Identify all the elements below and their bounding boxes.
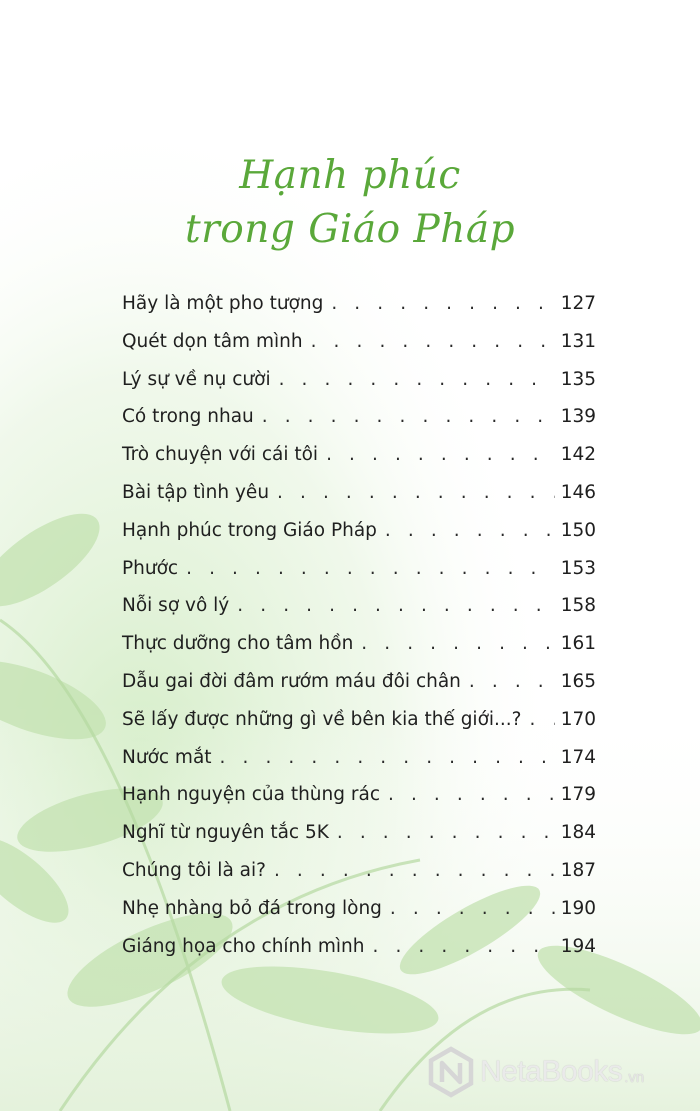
toc-leader-dots (337, 814, 555, 852)
watermark-brand-name: NetaBooks (480, 1055, 623, 1088)
toc-entry-page: 184 (560, 822, 596, 844)
toc-entry-page: 146 (560, 481, 596, 503)
toc-entry-title: Dẫu gai đời đâm rướm máu đôi chân (122, 670, 461, 692)
toc-entry-page: 165 (560, 670, 596, 692)
toc-entry-page: 170 (560, 708, 596, 730)
toc-leader-dots (373, 928, 555, 966)
toc-entry-title: Chúng tôi là ai? (122, 859, 266, 881)
toc-leader-dots (390, 890, 555, 928)
toc-entry-title: Hạnh nguyện của thùng rác (122, 784, 380, 806)
toc-entry[interactable] (122, 436, 596, 474)
toc-entry-page: 135 (560, 368, 596, 390)
toc-entry[interactable] (122, 701, 596, 739)
toc-entry-title: Lý sự về nụ cười (122, 368, 271, 390)
toc-entry-page: 179 (560, 784, 596, 806)
toc-entry[interactable] (122, 323, 596, 361)
toc-entry[interactable] (122, 398, 596, 436)
toc-entry[interactable] (122, 776, 596, 814)
toc-entry-page: 187 (560, 859, 596, 881)
netabooks-watermark (428, 1044, 696, 1100)
toc-leader-dots (388, 776, 555, 814)
toc-entry-title: Nhẹ nhàng bỏ đá trong lòng (122, 897, 382, 919)
toc-entry-page: 127 (560, 293, 596, 314)
toc-entry[interactable] (122, 890, 596, 928)
toc-leader-dots (361, 625, 554, 663)
toc-entry-title: Sẽ lấy được những gì về bên kia thế giới...? (122, 708, 522, 730)
toc-leader-dots (277, 474, 555, 512)
section-title-line-2: trong Giáo Pháp (184, 207, 516, 252)
toc-leader-dots (274, 852, 555, 890)
toc-entry-page: 158 (560, 595, 596, 617)
toc-entry[interactable] (122, 814, 596, 852)
toc-leader-dots (186, 550, 555, 588)
toc-entry-title: Có trong nhau (122, 406, 254, 428)
toc-leader-dots (237, 587, 554, 625)
toc-entry-title: Giáng họa cho chính mình (122, 935, 365, 957)
toc-leader-dots (220, 739, 555, 777)
toc-leader-dots (385, 512, 555, 550)
toc-entry-page: 174 (560, 746, 596, 768)
toc-entry[interactable] (122, 739, 596, 777)
toc-entry-page: 190 (560, 897, 596, 919)
toc-entry-title: Trò chuyện với cái tôi (122, 444, 319, 466)
toc-entry-title: Thực dưỡng cho tâm hồn (122, 633, 354, 655)
table-of-contents (122, 285, 596, 965)
toc-entry[interactable] (122, 852, 596, 890)
toc-entry-title: Nước mắt (122, 746, 212, 768)
toc-entry[interactable] (122, 285, 596, 323)
toc-entry-title: Hạnh phúc trong Giáo Pháp (122, 519, 377, 541)
toc-entry[interactable] (122, 474, 596, 512)
toc-entry[interactable] (122, 928, 596, 966)
toc-entry-title: Nghĩ từ nguyên tắc 5K (122, 822, 329, 844)
netabooks-logo-icon (428, 1046, 474, 1098)
toc-entry-title: Phước (122, 557, 179, 579)
toc-entry[interactable] (122, 512, 596, 550)
toc-leader-dots (262, 398, 555, 436)
toc-leader-dots (311, 323, 555, 361)
toc-entry[interactable] (122, 625, 596, 663)
toc-entry-title: Nỗi sợ vô lý (122, 595, 230, 617)
toc-entry[interactable] (122, 663, 596, 701)
toc-leader-dots (469, 663, 555, 701)
toc-entry-title: Quét dọn tâm mình (122, 330, 303, 352)
toc-entry-page: 194 (560, 935, 596, 957)
toc-leader-dots (326, 436, 555, 474)
toc-entry-title: Bài tập tình yêu (122, 481, 270, 503)
toc-entry-page: 139 (560, 406, 596, 428)
toc-leader-dots (279, 361, 555, 399)
toc-leader-dots (331, 285, 554, 323)
toc-entry-page: 131 (560, 330, 596, 352)
toc-leader-dots (530, 701, 555, 739)
toc-entry-title: Hãy là một pho tượng (122, 293, 324, 314)
section-title-line-1: Hạnh phúc (239, 153, 461, 198)
toc-entry[interactable] (122, 587, 596, 625)
toc-entry-page: 153 (560, 557, 596, 579)
toc-entry-page: 150 (560, 519, 596, 541)
toc-entry[interactable] (122, 361, 596, 399)
toc-entry-page: 161 (560, 633, 596, 655)
watermark-brand-tld: .vn (624, 1069, 645, 1086)
toc-entry-page: 142 (560, 444, 596, 466)
toc-entry[interactable] (122, 550, 596, 588)
